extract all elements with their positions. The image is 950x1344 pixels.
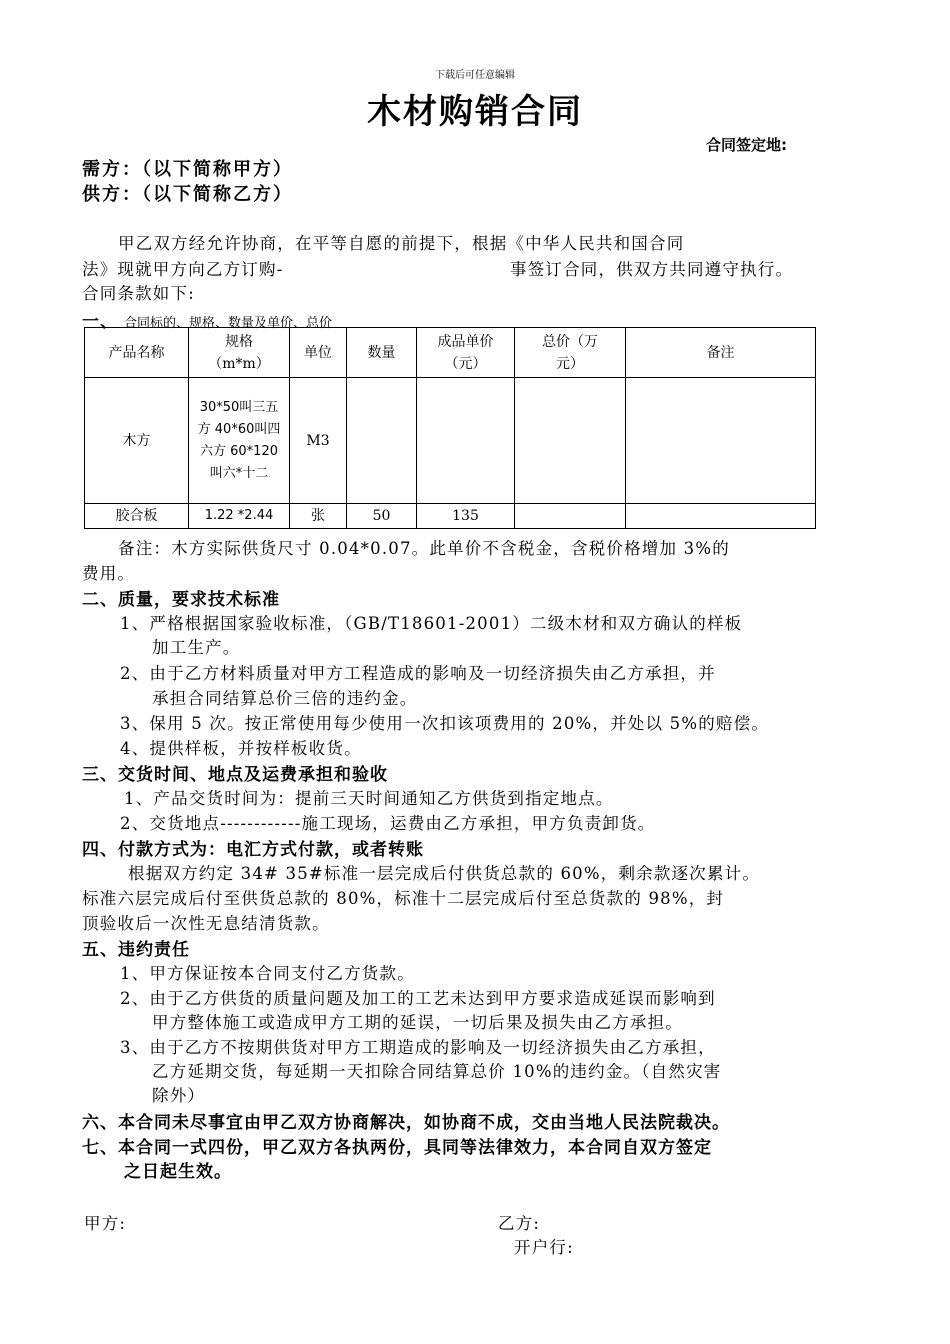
section-2-item-2-cont: 承担合同结算总价三倍的违约金。 [152,689,418,708]
table-row [85,378,816,504]
header-product: 产品名称 [85,328,189,378]
header-price-line-1: 成品单价 [437,333,494,350]
top-note: 下载后可任意编辑 [435,70,515,81]
party-a-signature: 甲方: [84,1214,127,1233]
section-7-line-1: 七、本合同一式四份，甲乙双方各执两份，具同等法律效力，本合同自双方签定 [82,1138,712,1158]
header-total-line-1: 总价（万 [542,333,598,350]
section-5-item-2-cont: 甲方整体施工或造成甲方工期的延误，一切后果及损失由乙方承担。 [152,1013,683,1032]
section-2-item-2: 2、由于乙方材料质量对甲方工程造成的影响及一切经济损失由乙方承担，并 [120,664,716,683]
header-price [417,328,515,378]
intro-line-1: 甲乙双方经允许协商，在平等自愿的前提下，根据《中华人民共和国合同 [118,234,685,253]
cell-unit: 张 [290,504,347,529]
cell-price: 135 [417,504,515,529]
header-unit: 单位 [290,328,347,378]
section-5-item-3-cont: 乙方延期交货，每延期一天扣除合同结算总价 10%的违约金。（自然灾害 [152,1062,722,1081]
section-3-heading: 三、交货时间、地点及运费承担和验收 [82,765,388,785]
section-2-item-1-cont: 加工生产。 [152,638,241,657]
cell-unit: M3 [290,378,347,504]
section-7-line-2: 之日起生效。 [124,1162,232,1182]
header-total-line-2: 元） [556,355,584,372]
section-5-heading: 五、违约责任 [82,940,190,960]
header-remark: 备注 [626,328,816,378]
cell-product: 木方 [85,378,189,504]
table-header-row [85,328,816,378]
header-total [515,328,626,378]
contract-title: 木材购销合同 [367,92,583,132]
section-4-line-1: 根据双方约定 34# 35#标准一层完成后付供货总款的 60%，剩余款逐次累计。 [128,864,761,883]
cell-spec: 30*50叫三五方 40*60叫四六方 60*120叫六*十二 [189,378,290,504]
goods-table [84,327,816,529]
intro-line-2b: 事签订合同，供双方共同遵守执行。 [510,260,794,279]
signing-place-label: 合同签定地: [706,136,787,154]
intro-line-2a: 法》现就甲方向乙方订购- [82,260,284,279]
section-3-item-2: 2、交货地点------------施工现场，运费由乙方承担，甲方负责卸货。 [120,814,656,833]
seller-line: 供方：（以下简称乙方） [82,184,293,205]
intro-line-3: 合同条款如下: [82,284,195,303]
cell-product: 胶合板 [85,504,189,529]
section-3-item-1: 1、产品交货时间为：提前三天时间通知乙方供货到指定地点。 [124,789,614,808]
section-5-item-3: 3、由于乙方不按期供货对甲方工期造成的影响及一切经济损失由乙方承担， [120,1038,716,1057]
header-qty: 数量 [347,328,417,378]
buyer-line: 需方：（以下简称甲方） [82,159,293,180]
bank-label: 开户行: [514,1238,574,1257]
cell-remark [626,378,816,504]
section-2-item-1: 1、严格根据国家验收标准，（GB/T18601-2001）二级木材和双方确认的样板 [120,614,743,633]
header-price-line-2: （元） [444,355,487,372]
section-4-line-2: 标准六层完成后付至供货总款的 80%，标准十二层完成后付至总货款的 98%，封 [82,889,725,908]
section-5-item-3-cont-2: 除外） [152,1086,206,1105]
section-2-item-3: 3、保用 5 次。按正常使用每少使用一次扣该项费用的 20%，并处以 5%的赔偿。 [120,714,770,733]
cell-total [515,378,626,504]
note-line-1: 备注：木方实际供货尺寸 0.04*0.07。此单价不含税金，含税价格增加 3%的 [118,539,730,558]
header-spec-line-1: 规格 [225,333,253,350]
section-2-heading: 二、质量，要求技术标准 [82,590,280,610]
section-5-item-2: 2、由于乙方供货的质量问题及加工的工艺未达到甲方要求造成延误而影响到 [120,989,716,1008]
header-spec-line-2: （m*m） [208,355,270,372]
note-line-2: 费用。 [82,564,136,583]
section-1-title: 合同标的、规格、数量及单价、总价 [124,316,333,331]
section-4-line-3: 顶验收后一次性无息结清货款。 [82,914,330,933]
section-5-item-1: 1、甲方保证按本合同支付乙方货款。 [120,964,415,983]
section-2-item-4: 4、提供样板，并按样板收货。 [120,739,362,758]
cell-spec: 1.22 *2.44 [189,504,290,529]
table-row [85,504,816,529]
header-spec [189,328,290,378]
section-4-heading: 四、付款方式为：电汇方式付款，或者转账 [82,840,424,860]
party-b-signature: 乙方: [498,1214,541,1233]
section-1-number: 一、 [82,312,118,332]
section-6-text: 六、本合同未尽事宜由甲乙双方协商解决，如协商不成，交由当地人民法院裁决。 [82,1113,730,1133]
cell-qty: 50 [347,504,417,529]
cell-remark [626,504,816,529]
cell-qty [347,378,417,504]
cell-price [417,378,515,504]
cell-total [515,504,626,529]
